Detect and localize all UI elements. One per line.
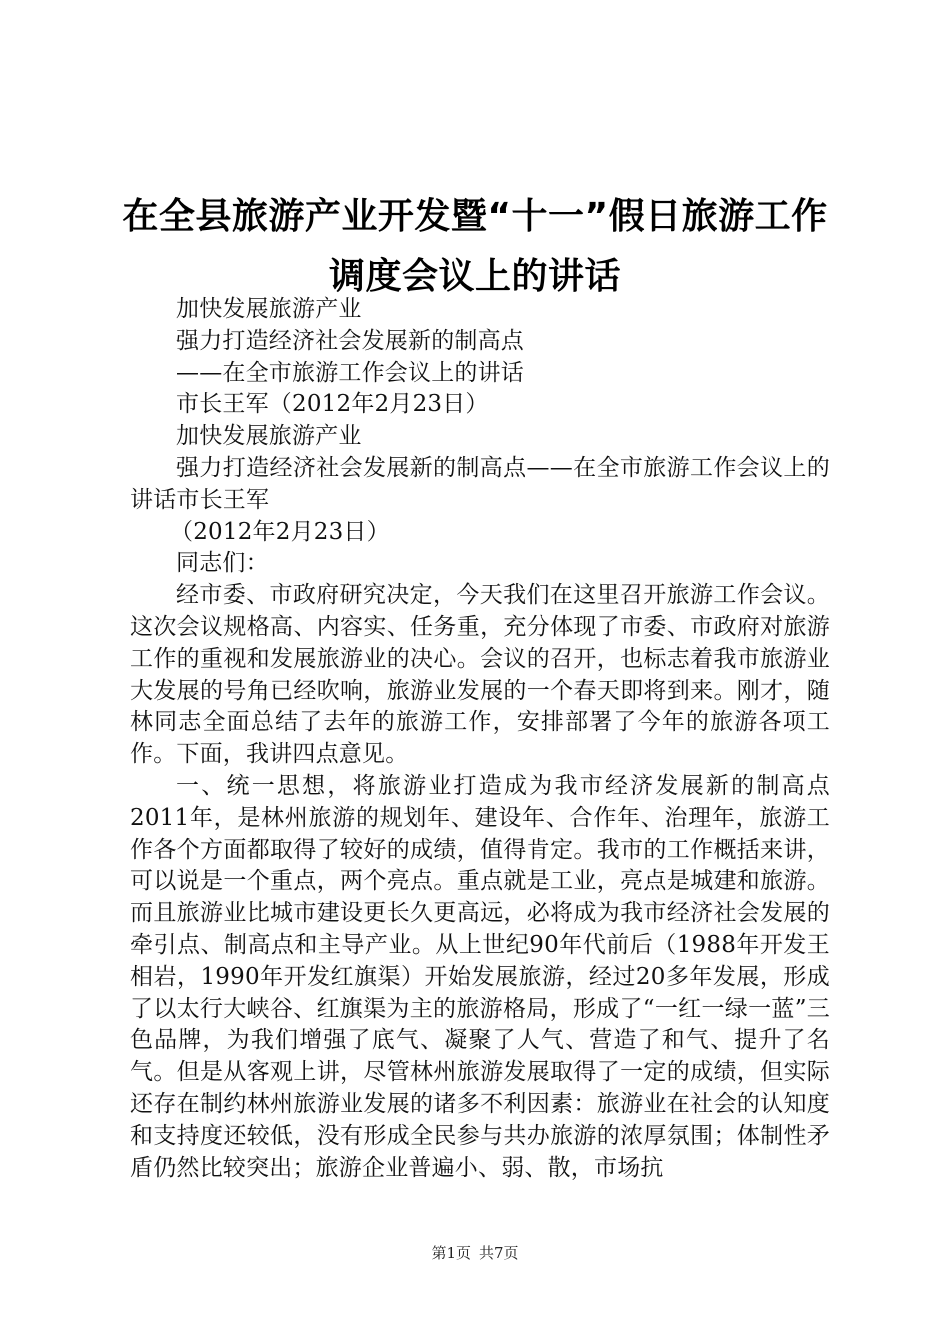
document-body <box>130 294 830 1184</box>
document-title-line-1: 在全县旅游产业开发暨“十一”假日旅游工作 <box>122 196 828 237</box>
paragraph: 经市委、市政府研究决定，今天我们在这里召开旅游工作会议。这次会议规格高、内容实、任务重，充分体现了市委、市政府对旅游工作的重视和发展旅游业的决心。会议的召开，也标志着我市旅游业大发展的号角已经吹响，旅游业发展的一个春天即将到来。刚才，随林同志全面总结了去年的旅游工作，安排部署了今年的旅游各项工作。下面，我讲四点意见。 <box>130 582 830 768</box>
page-number: 第1页 <box>431 1244 471 1262</box>
page-footer <box>0 1242 950 1263</box>
subtitle-line: 加快发展旅游产业 <box>176 296 362 322</box>
date-line: （2012年2月23日） <box>170 518 390 545</box>
subtitle-line: 加快发展旅游产业 <box>176 423 362 450</box>
subtitle-line: ——在全市旅游工作会议上的讲话 <box>176 359 524 386</box>
author-line: 市长王军（2012年2月23日） <box>176 391 489 418</box>
paragraph: 一、统一思想，将旅游业打造成为我市经济发展新的制高点2011年，是林州旅游的规划年、建设年、合作年、治理年，旅游工作各个方面都取得了较好的成绩，值得肯定。我市的工作概括来讲，可以说是一个重点，两个亮点。重点就是工业，亮点是城建和旅游。而且旅游业比城市建设更长久更高远，必将成为我市经济社会发展的牵引点、制高点和主导产业。从上世纪90年代前后（1988年开发王相岩，1990年开发红旗渠）开始发展旅游，经过20多年发展，形成了以太行大峡谷、红旗渠为主的旅游格局，形成了“一红一绿一蓝”三色品牌，为我们增强了底气、凝聚了人气、营造了和气、提升了名气。但是从客观上讲，尽管林州旅游发展取得了一定的成绩，但实际还存在制约林州旅游业发展的诸多不利因素：旅游业在社会的认知度和支持度还较低，没有形成全民参与共办旅游的浓厚氛围；体制性矛盾仍然比较突出；旅游企业普遍小、弱、散，市场抗 <box>130 772 830 1181</box>
salutation: 同志们： <box>176 550 269 577</box>
document-title-line-2: 调度会议上的讲话 <box>328 256 621 297</box>
paragraph: 强力打造经济社会发展新的制高点——在全市旅游工作会议上的讲话市长王军 <box>130 454 830 513</box>
page-total: 共7页 <box>479 1244 519 1262</box>
subtitle-line: 强力打造经济社会发展新的制高点 <box>176 327 524 354</box>
